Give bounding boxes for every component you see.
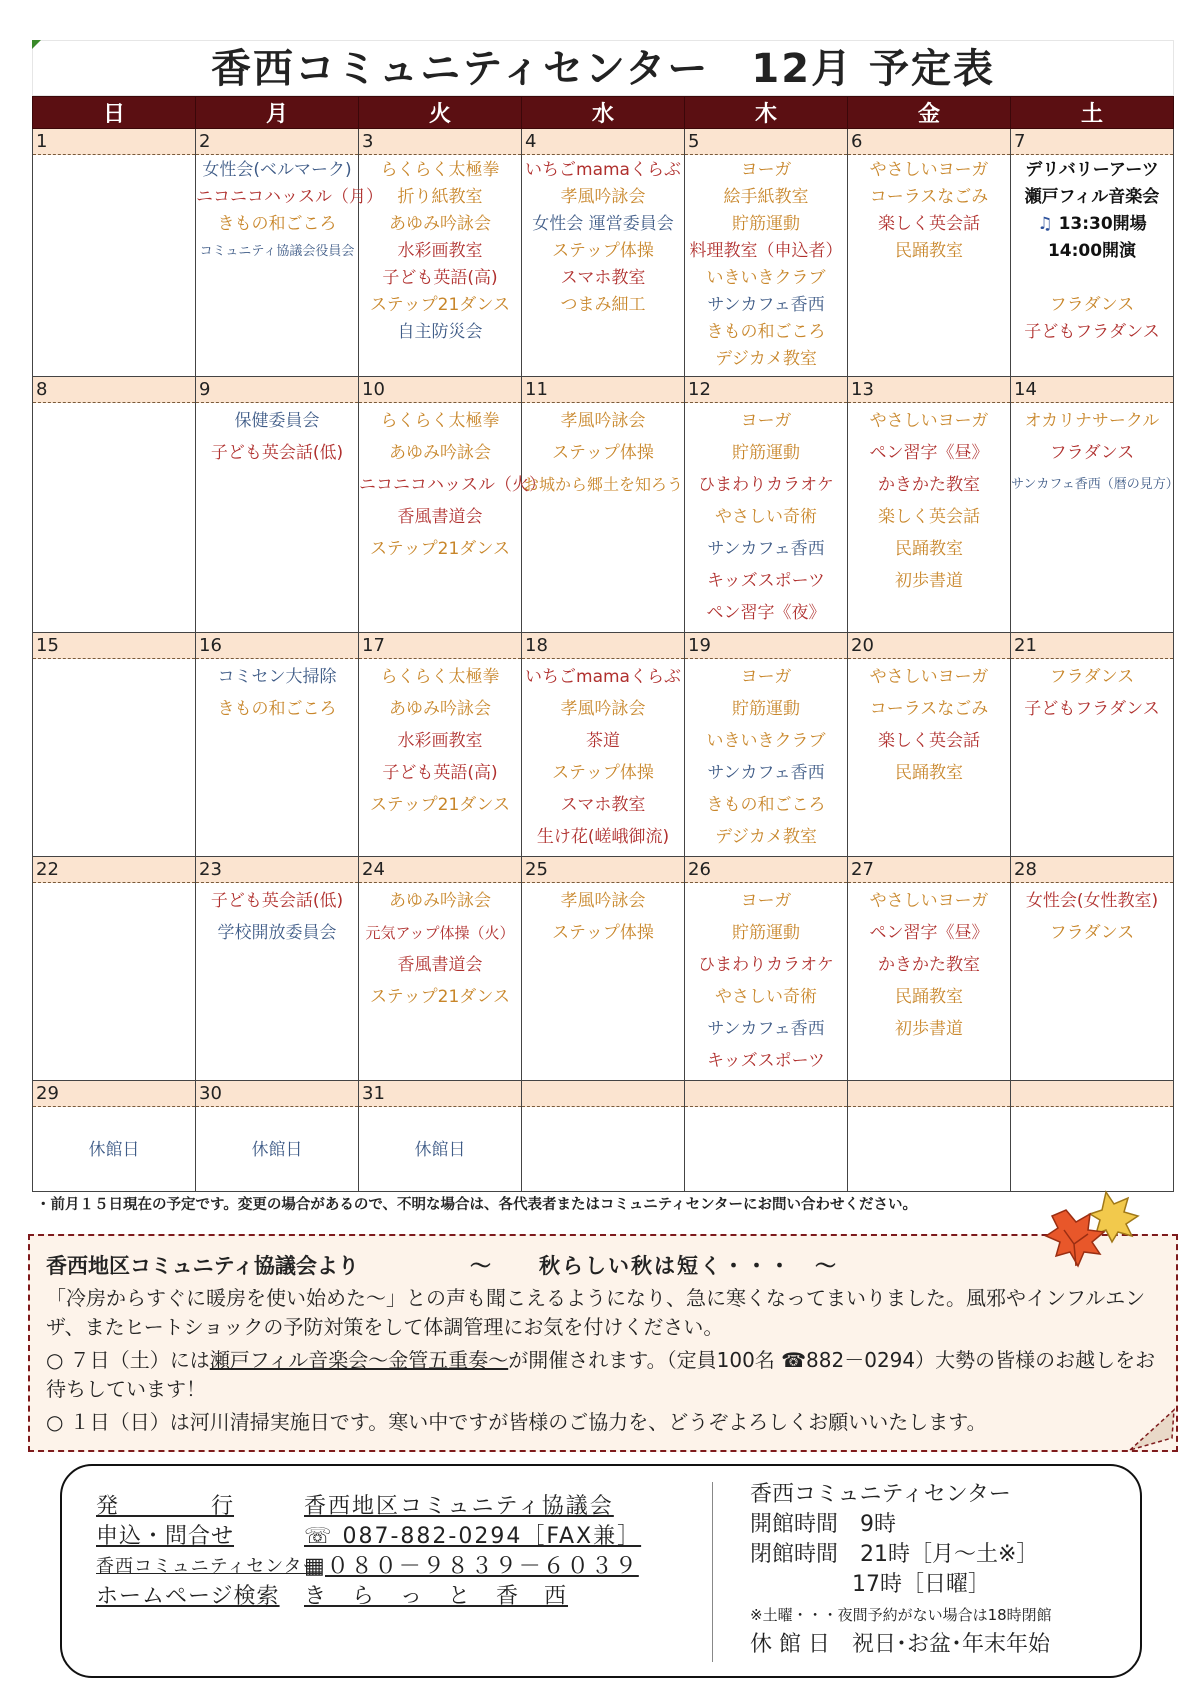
- day-number: 25: [522, 857, 684, 883]
- page-title: 香西コミュニティセンター 12月 予定表: [32, 40, 1174, 96]
- event-time: 13:30開場: [1058, 214, 1147, 234]
- event-item: 子ども英語(高): [382, 762, 498, 783]
- day-cell: [359, 129, 522, 377]
- week-row: [33, 129, 1174, 377]
- day-number: 12: [685, 377, 847, 403]
- event-item: 貯筋運動: [732, 923, 800, 944]
- event-item: サンカフェ香西: [707, 295, 825, 315]
- day-cell: [196, 129, 383, 377]
- footer-value-mobile: ▦０８０－９８３９－６０３９: [304, 1554, 639, 1579]
- day-cell: [359, 1080, 522, 1191]
- event-item: フラダンス: [1049, 666, 1135, 687]
- day-cell: [33, 129, 196, 377]
- event-item: お城から郷土を知ろう: [522, 474, 683, 494]
- day-number: [1011, 1081, 1173, 1107]
- weekday-wed: 水: [522, 97, 685, 129]
- event-item: あゆみ吟詠会: [389, 442, 491, 463]
- center-name: 香西コミュニティセンター: [750, 1482, 1011, 1507]
- notice-heading: 香西地区コミュニティ協議会より: [46, 1254, 359, 1278]
- autumn-leaf-icon: [1036, 1182, 1146, 1272]
- weekday-fri: 金: [848, 97, 1011, 129]
- day-cell: [196, 857, 359, 1081]
- notice-paragraph: [46, 1346, 1156, 1404]
- weekday-sat: 土: [1011, 97, 1174, 129]
- footer-info-box: [60, 1464, 1142, 1678]
- day-cell: [33, 857, 196, 1081]
- footer-value-publisher: 香西地区コミュニティ協議会: [304, 1494, 614, 1519]
- event-item: ペン習字《夜》: [706, 602, 826, 623]
- event-item: [1011, 265, 1173, 292]
- event-item: 楽しく英会話: [878, 506, 980, 527]
- event-item: 女性会(ベルマーク): [202, 160, 352, 180]
- event-item: あゆみ吟詠会: [389, 891, 491, 912]
- event-item: 子ども英語(高): [382, 268, 498, 288]
- event-item: かきかた教室: [878, 955, 980, 976]
- event-item: らくらく太極拳: [380, 666, 500, 687]
- footer-label-center: 香西コミュニティセンター: [96, 1556, 322, 1577]
- event-item: 初歩書道: [895, 570, 963, 591]
- event-item: きもの和ごころ: [706, 794, 826, 815]
- day-number: 13: [848, 377, 1010, 403]
- day-cell: [196, 1080, 359, 1191]
- event-item: やさしい奇術: [715, 506, 817, 527]
- event-item: サンカフェ香西: [707, 538, 825, 559]
- event-item: 女性会 運営委員会: [532, 214, 674, 234]
- event-item: フラダンス: [1049, 295, 1135, 315]
- corner-mark: [32, 40, 41, 49]
- event-item: ステップ21ダンス: [370, 538, 510, 559]
- day-cell: [1011, 857, 1174, 1081]
- event-item: きもの和ごころ: [217, 698, 337, 719]
- event-item: 絵手紙教室: [723, 187, 809, 207]
- day-cell: [196, 376, 359, 632]
- day-number: 10: [359, 377, 521, 403]
- event-item: ステップ体操: [552, 241, 654, 261]
- event-item: ヨーガ: [740, 891, 792, 912]
- event-item: 民踊教室: [895, 538, 963, 559]
- closed-day-label: 休館日: [251, 1139, 303, 1160]
- day-number: 3: [359, 129, 521, 155]
- event-item: 料理教室（申込者）: [689, 241, 843, 261]
- event-item: きもの和ごころ: [706, 322, 826, 342]
- closing-hours-weekday: 閉館時間 21時［月～土※］: [750, 1542, 1039, 1567]
- event-item: ステップ21ダンス: [370, 295, 510, 315]
- day-cell: [848, 376, 1011, 632]
- event-item: ひまわりカラオケ: [698, 474, 834, 495]
- day-number: 5: [685, 129, 847, 155]
- event-item: 楽しく英会話: [878, 730, 980, 751]
- day-number: 17: [359, 633, 521, 659]
- day-cell: [848, 129, 1011, 377]
- notice-box: [28, 1234, 1178, 1452]
- day-cell: [1011, 632, 1174, 857]
- weekday-header-row: [33, 97, 1174, 129]
- event-item: らくらく太極拳: [380, 410, 500, 431]
- day-number: [522, 1081, 684, 1107]
- opening-hours: 開館時間 9時: [750, 1512, 896, 1537]
- footer-label-publisher: 発 行: [96, 1494, 235, 1519]
- day-number: 2: [196, 129, 358, 155]
- event-item: 孝風吟詠会: [560, 891, 646, 912]
- event-item: かきかた教室: [878, 474, 980, 495]
- day-cell: [685, 1080, 848, 1191]
- event-item: キッズスポーツ: [707, 570, 825, 591]
- day-cell: [685, 129, 848, 377]
- day-cell: [1011, 376, 1179, 632]
- closed-days: 休 館 日 祝日･お盆･年末年始: [750, 1632, 1050, 1657]
- day-number: 16: [196, 633, 358, 659]
- closed-day-label: 休館日: [414, 1139, 466, 1160]
- event-item: サンカフェ香西（暦の見方）: [1011, 476, 1179, 492]
- event-item: 孝風吟詠会: [560, 410, 646, 431]
- notice-paragraph: 「冷房からすぐに暖房を使い始めた～」との声も聞こえるようになり、急に寒くなってまいりました。風邪やインフルエンザ、またヒートショックの予防対策をして体調管理にお気を付けください。: [46, 1286, 1146, 1339]
- day-cell: [1011, 1080, 1174, 1191]
- event-item: ステップ体操: [552, 442, 654, 463]
- event-item: 貯筋運動: [732, 698, 800, 719]
- day-cell: [522, 1080, 685, 1191]
- event-item: あゆみ吟詠会: [389, 698, 491, 719]
- day-cell: [33, 632, 196, 857]
- event-item: あゆみ吟詠会: [389, 214, 491, 234]
- day-number: 1: [33, 129, 195, 155]
- closing-hours-sunday: 17時［日曜］: [852, 1572, 990, 1597]
- event-item: ペン習字《昼》: [869, 442, 989, 463]
- day-cell: [848, 857, 1011, 1081]
- day-cell: [359, 857, 522, 1081]
- event-item: ペン習字《昼》: [869, 923, 989, 944]
- event-item: 貯筋運動: [732, 214, 800, 234]
- week-row: [33, 376, 1174, 632]
- day-cell: [196, 632, 359, 857]
- event-item: 茶道: [586, 730, 620, 751]
- event-item: つまみ細工: [560, 295, 646, 315]
- day-number: [848, 1081, 1010, 1107]
- day-cell: [33, 376, 196, 632]
- concert-name: 瀬戸フィル音楽会～金管五重奏～: [209, 1348, 509, 1372]
- event-item: やさしい奇術: [715, 987, 817, 1008]
- day-number: 15: [33, 633, 195, 659]
- day-number: 7: [1011, 129, 1173, 155]
- event-item: 子どもフラダンス: [1024, 698, 1160, 719]
- day-cell: [522, 129, 685, 377]
- event-item: 折り紙教室: [397, 187, 483, 207]
- footer-label-homepage: ホームページ検索: [96, 1584, 280, 1609]
- week-row: [33, 1080, 1174, 1191]
- day-cell: [522, 376, 685, 632]
- day-cell: [33, 1080, 196, 1191]
- event-item: ヨーガ: [740, 160, 792, 180]
- day-number: 23: [196, 857, 358, 883]
- day-number: 26: [685, 857, 847, 883]
- event-item: いちごmamaくらぶ: [525, 666, 681, 687]
- event-item: ニコニコハッスル（火）: [359, 474, 546, 495]
- event-item: オカリナサークル: [1024, 410, 1160, 431]
- event-item: 生け花(嵯峨御流): [536, 826, 670, 847]
- week-row: [33, 857, 1174, 1081]
- event-item: ニコニコハッスル（月）: [196, 187, 383, 207]
- day-number: 6: [848, 129, 1010, 155]
- day-number: 20: [848, 633, 1010, 659]
- event-item: フラダンス: [1049, 923, 1135, 944]
- event-item: コーラスなごみ: [869, 187, 989, 207]
- day-number: 29: [33, 1081, 195, 1107]
- day-cell: [685, 632, 848, 857]
- weekday-mon: 月: [196, 97, 359, 129]
- event-item: キッズスポーツ: [707, 1051, 825, 1072]
- event-item: デリバリーアーツ: [1025, 160, 1159, 180]
- day-cell: [522, 857, 685, 1081]
- day-cell: [522, 632, 685, 857]
- event-item: 子ども英会話(低): [210, 891, 344, 912]
- event-item: デジカメ教室: [715, 349, 817, 369]
- day-number: 27: [848, 857, 1010, 883]
- event-item: いちごmamaくらぶ: [525, 160, 681, 180]
- event-item: 女性会(女性教室): [1025, 891, 1159, 912]
- event-item: 水彩画教室: [397, 730, 483, 751]
- day-number: 9: [196, 377, 358, 403]
- footer-value-search: き ら っ と 香 西: [304, 1584, 569, 1609]
- event-item: 子どもフラダンス: [1024, 322, 1160, 342]
- event-item: 貯筋運動: [732, 442, 800, 463]
- event-item: 民踊教室: [895, 241, 963, 261]
- event-item: サンカフェ香西: [707, 1019, 825, 1040]
- event-item: ヨーガ: [740, 666, 792, 687]
- day-cell: [685, 376, 848, 632]
- day-number: 11: [522, 377, 684, 403]
- event-item: ステップ体操: [552, 762, 654, 783]
- event-item: ステップ体操: [552, 923, 654, 944]
- day-number: 30: [196, 1081, 358, 1107]
- event-item: 保健委員会: [234, 410, 320, 431]
- event-item: 孝風吟詠会: [560, 698, 646, 719]
- event-item: コミュニティ協議会役員会: [199, 244, 355, 259]
- event-item: フラダンス: [1049, 442, 1135, 463]
- event-item: 民踊教室: [895, 987, 963, 1008]
- event-item: 学校開放委員会: [217, 923, 337, 944]
- event-item: 香風書道会: [397, 955, 483, 976]
- day-number: 31: [359, 1081, 521, 1107]
- footer-divider: [712, 1482, 713, 1662]
- week-row: [33, 632, 1174, 857]
- day-cell: [848, 1080, 1011, 1191]
- event-item: ヨーガ: [740, 410, 792, 431]
- event-item: 香風書道会: [397, 506, 483, 527]
- day-cell: [359, 632, 522, 857]
- day-number: [685, 1081, 847, 1107]
- page-curl-decoration: [1128, 1408, 1176, 1452]
- event-item: 子ども英会話(低): [210, 442, 344, 463]
- saturday-note: ※土曜・・・夜間予約がない場合は18時閉館: [750, 1606, 1052, 1624]
- footer-value-phone: ☏ 087-882-0294［FAX兼］: [304, 1524, 642, 1549]
- day-number: 21: [1011, 633, 1173, 659]
- day-number: 24: [359, 857, 521, 883]
- event-item: 初歩書道: [895, 1019, 963, 1040]
- event-item: 瀬戸フィル音楽会: [1024, 187, 1160, 207]
- calendar-table: [32, 96, 1179, 1192]
- event-item: コミセン大掃除: [217, 666, 337, 687]
- event-item: 14:00開演: [1047, 241, 1137, 261]
- event-item: やさしいヨーガ: [869, 666, 989, 687]
- day-cell: [848, 632, 1011, 857]
- day-number: 8: [33, 377, 195, 403]
- closed-day-label: 休館日: [88, 1139, 140, 1160]
- event-item: ステップ21ダンス: [370, 987, 510, 1008]
- event-item: 元気アップ体操（火）: [365, 924, 515, 943]
- event-item: 楽しく英会話: [878, 214, 980, 234]
- notice-text: ○ ７日（土）には: [46, 1348, 210, 1372]
- event-item: きもの和ごころ: [217, 214, 337, 234]
- day-number: 19: [685, 633, 847, 659]
- event-item: やさしいヨーガ: [869, 410, 989, 431]
- event-item: やさしいヨーガ: [869, 891, 989, 912]
- event-item: らくらく太極拳: [380, 160, 500, 180]
- event-item: ひまわりカラオケ: [698, 955, 834, 976]
- event-item: コーラスなごみ: [869, 698, 989, 719]
- event-item: スマホ教室: [560, 268, 646, 288]
- disclaimer-text: ・前月１５日現在の予定です。変更の場合があるので、不明な場合は、各代表者またはコミュニティセンターにお問い合わせください。: [36, 1197, 918, 1213]
- weekday-sun: 日: [33, 97, 196, 129]
- event-item: いきいきクラブ: [706, 730, 826, 751]
- event-item: 孝風吟詠会: [560, 187, 646, 207]
- day-cell: [685, 857, 848, 1081]
- weekday-thu: 木: [685, 97, 848, 129]
- event-item: ステップ21ダンス: [370, 794, 510, 815]
- event-item: 水彩画教室: [397, 241, 483, 261]
- event-item: [1011, 211, 1173, 238]
- weekday-tue: 火: [359, 97, 522, 129]
- event-item: サンカフェ香西: [707, 762, 825, 783]
- notice-paragraph: ○ １日（日）は河川清掃実施日です。寒い中ですが皆様のご協力を、どうぞよろしくお願いいたします。: [46, 1410, 987, 1434]
- notice-text: が開催されます。（定員100名 ☎882－0294）大勢の皆様のお越しをお待ちしています！: [46, 1348, 1156, 1401]
- event-item: 民踊教室: [895, 762, 963, 783]
- day-number: 18: [522, 633, 684, 659]
- notice-subtitle: ～ 秋らしい秋は短く・・・ ～: [470, 1254, 838, 1278]
- day-cell: [1011, 129, 1174, 377]
- event-item: いきいきクラブ: [706, 268, 826, 288]
- event-item: やさしいヨーガ: [869, 160, 989, 180]
- day-number: 28: [1011, 857, 1173, 883]
- day-number: 14: [1011, 377, 1173, 403]
- music-note-icon: ♫: [1037, 214, 1053, 234]
- day-number: 4: [522, 129, 684, 155]
- event-item: スマホ教室: [560, 794, 646, 815]
- day-number: 22: [33, 857, 195, 883]
- event-item: 自主防災会: [397, 322, 483, 342]
- event-item: デジカメ教室: [715, 826, 817, 847]
- footer-label-contact: 申込・問合せ: [96, 1524, 235, 1549]
